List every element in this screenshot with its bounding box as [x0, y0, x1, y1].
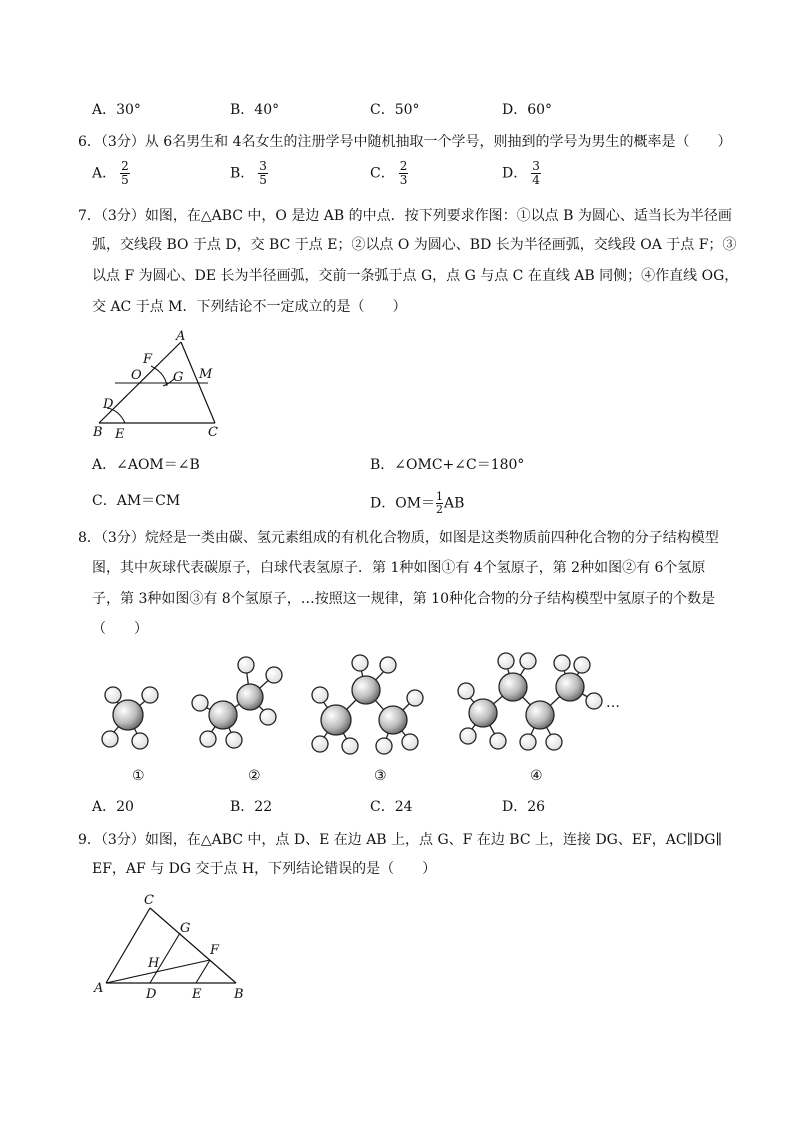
q7-label-e: E	[115, 427, 125, 442]
ethane-molecule	[192, 657, 282, 748]
q5-option-d: D．60°	[502, 102, 553, 118]
q7-label-f: F	[143, 352, 153, 367]
q9-label-c: C	[144, 893, 154, 908]
q8-figure-label-1: ①	[132, 768, 145, 784]
q7-stem-line-2: 弧，交线段 BO 于点 D，交 BC 于点 E；②以点 O 为圆心、BD 长为半径画弧，交线段 OA 于点 F；③	[92, 237, 737, 253]
q7-stem-line-4: 交 AC 于点 M．下列结论不一定成立的是（ ）	[92, 299, 407, 315]
q6-option-d: D． $\frac{3}{4}$	[502, 159, 540, 187]
q8-molecule-figure	[88, 645, 628, 785]
q7-option-a: A．∠AOM＝∠B	[92, 457, 200, 473]
q7-label-m: M	[199, 367, 213, 382]
q7-option-b: B．∠OMC+∠C＝180°	[370, 457, 525, 473]
q6-stem: 6．（3分）从 6名男生和 4名女生的注册学号中随机抽取一个学号，则抽到的学号为男生的概率是（ ）	[78, 134, 732, 150]
q7-label-c: C	[208, 425, 218, 440]
q7-label-b: B	[93, 425, 103, 440]
q8-option-a: A．20	[92, 799, 134, 815]
q9-label-g: G	[180, 921, 191, 936]
q5-option-a: A．30°	[92, 102, 141, 118]
methane-molecule	[102, 687, 158, 749]
q9-label-e: E	[192, 987, 202, 1002]
q8-option-d: D．26	[502, 799, 546, 815]
q5-option-b: B．40°	[230, 102, 280, 118]
q9-label-h: H	[148, 956, 160, 971]
q7-label-o: O	[131, 368, 142, 383]
q8-option-b: B．22	[230, 799, 273, 815]
q8-stem-line-2: 图，其中灰球代表碳原子，白球代表氢原子．第 1种如图①有 4个氢原子，第 2种如图②有 6个氢原	[92, 560, 706, 576]
q8-figure-label-3: ③	[374, 768, 387, 784]
q9-label-a: A	[94, 981, 104, 996]
q5-option-c: C．50°	[370, 102, 420, 118]
q9-triangle-figure	[88, 888, 258, 1003]
q9-label-d: D	[146, 987, 157, 1002]
q6-option-b: B． $\frac{3}{5}$	[230, 159, 267, 187]
q7-stem-line-3: 以点 F 为圆心、DE 长为半径画弧，交前一条弧于点 G，点 G 与点 C 在直线 AB 同侧；④作直线 OG，	[92, 268, 739, 284]
q6-option-a: A． $\frac{2}{5}$	[92, 159, 129, 187]
q9-label-f: F	[210, 943, 220, 958]
q8-stem-line-3: 子，第 3种如图③有 8个氢原子，…按照这一规律，第 10种化合物的分子结构模型中氢原子的个数是	[92, 591, 715, 607]
butane-molecule	[458, 653, 602, 750]
q9-label-b: B	[234, 987, 244, 1002]
q8-stem-line-4: （ ）	[92, 621, 148, 637]
q6-option-c: C． $\frac{2}{3}$	[370, 159, 408, 187]
q7-label-g: G	[173, 370, 184, 385]
q7-label-d: D	[103, 397, 114, 412]
q7-stem-line-1: 7．（3分）如图，在△ABC 中，O 是边 AB 的中点．按下列要求作图：①以点 B 为圆心、适当长为半径画	[78, 208, 732, 224]
q8-figure-label-4: ④	[530, 768, 543, 784]
q8-figure-label-2: ②	[248, 768, 261, 784]
q9-stem-line-1: 9．（3分）如图，在△ABC 中，点 D、E 在边 AB 上，点 G、F 在边 BC 上，连接 DG、EF，AC∥DG∥	[78, 832, 722, 848]
q8-option-c: C．24	[370, 799, 413, 815]
q7-option-c: C．AM＝CM	[92, 493, 181, 509]
q8-ellipsis: …	[606, 695, 620, 711]
q7-option-d: D．OM＝ $\frac{1}{2}$ AB	[370, 490, 465, 516]
q8-stem-line-1: 8．（3分）烷烃是一类由碳、氢元素组成的有机化合物质，如图是这类物质前四种化合物的分子结构模型	[78, 530, 719, 546]
propane-molecule	[312, 655, 423, 754]
q7-label-a: A	[176, 329, 186, 344]
q7-triangle-figure	[85, 328, 235, 443]
q9-stem-line-2: EF，AF 与 DG 交于点 H，下列结论错误的是（ ）	[92, 861, 437, 877]
